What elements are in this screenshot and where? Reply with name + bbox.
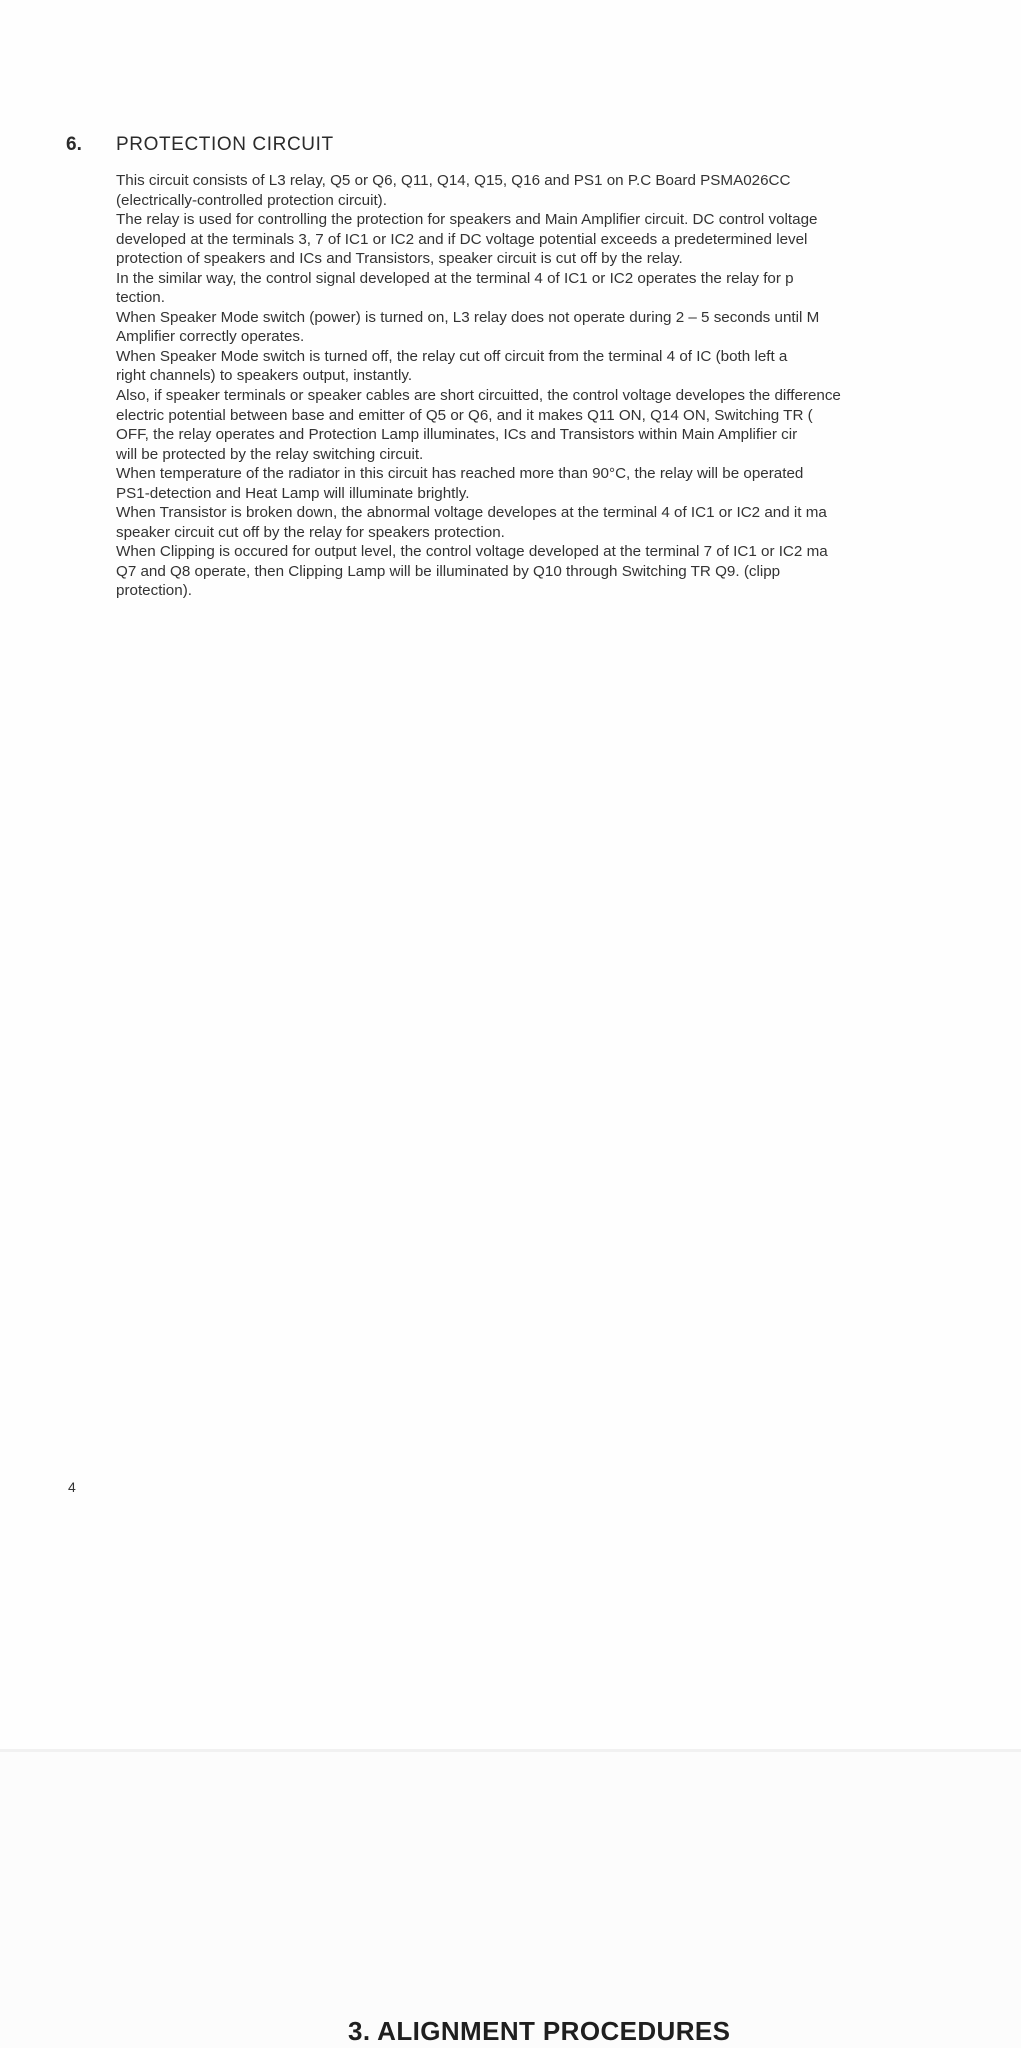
- body-line: developed at the terminals 3, 7 of IC1 or IC2 and if DC voltage potential exceeds a predetermined level: [116, 230, 808, 248]
- section-title: PROTECTION CIRCUIT: [116, 134, 334, 155]
- body-line: When Transistor is broken down, the abnormal voltage developes at the terminal 4 of IC1 or IC2 and it ma: [116, 504, 827, 522]
- body-line: PS1-detection and Heat Lamp will illuminate brightly.: [116, 484, 470, 502]
- body-line: protection of speakers and ICs and Transistors, speaker circuit is cut off by the relay.: [116, 250, 683, 268]
- section-body: [116, 171, 1021, 601]
- body-line: OFF, the relay operates and Protection Lamp illuminates, ICs and Transistors within Main Amplifier cir: [116, 426, 798, 444]
- body-line: Also, if speaker terminals or speaker cables are short circuitted, the control voltage developes the difference: [116, 387, 841, 405]
- body-line: In the similar way, the control signal developed at the terminal 4 of IC1 or IC2 operates the relay for p: [116, 269, 794, 287]
- body-line: This circuit consists of L3 relay, Q5 or Q6, Q11, Q14, Q15, Q16 and PS1 on P.C Board PSMA026CC: [116, 172, 791, 189]
- body-line: Amplifier correctly operates.: [116, 328, 305, 346]
- body-line: protection).: [116, 582, 192, 600]
- body-line: tection.: [116, 289, 165, 307]
- body-line: speaker circuit cut off by the relay for speakers protection.: [116, 523, 505, 541]
- body-line: When temperature of the radiator in this circuit has reached more than 90°C, the relay will be operated: [116, 465, 804, 483]
- body-line: (electrically-controlled protection circuit).: [116, 191, 387, 209]
- page-number: 4: [68, 1479, 76, 1495]
- body-line: electric potential between base and emitter of Q5 or Q6, and it makes Q11 ON, Q14 ON, Switching TR (: [116, 406, 813, 424]
- next-page-heading: 3. ALIGNMENT PROCEDURES: [348, 2016, 731, 2046]
- body-line: When Speaker Mode switch (power) is turned on, L3 relay does not operate during 2 – 5 seconds until M: [116, 308, 820, 326]
- next-manual-page: [0, 1752, 1021, 2048]
- body-line: Q7 and Q8 operate, then Clipping Lamp will be illuminated by Q10 through Switching TR Q9. (clipp: [116, 562, 781, 580]
- body-line: right channels) to speakers output, instantly.: [116, 367, 413, 385]
- section-number: 6.: [66, 134, 82, 155]
- body-line: The relay is used for controlling the protection for speakers and Main Amplifier circuit. DC control voltage: [116, 211, 818, 229]
- body-line: When Clipping is occured for output level, the control voltage developed at the terminal 7 of IC1 or IC2 ma: [116, 543, 828, 561]
- body-line: When Speaker Mode switch is turned off, the relay cut off circuit from the terminal 4 of IC (both left a: [116, 347, 788, 365]
- body-line: will be protected by the relay switching circuit.: [116, 445, 424, 463]
